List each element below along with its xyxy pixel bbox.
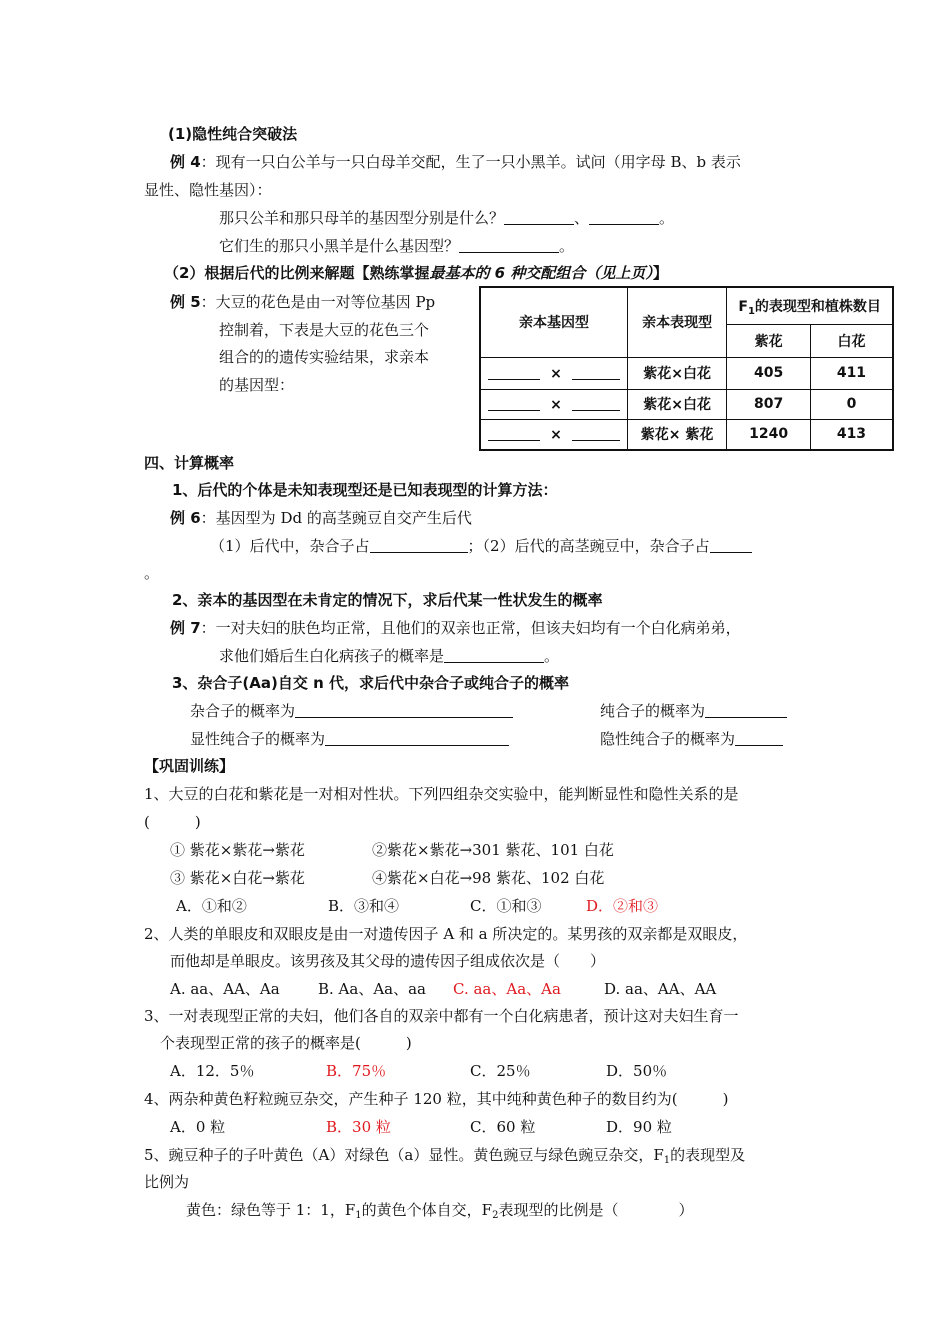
header-parent-phenotype: 亲本表现型 [627,287,726,357]
header-parent-genotype: 亲本基因型 [480,287,627,357]
q2-line-1: 2、人类的单眼皮和双眼皮是由一对遗传因子 A 和 a 所决定的。某男孩的双亲都是双眼皮， [144,925,748,943]
prob-recessive-homozygous [600,729,783,749]
table-row [480,389,893,419]
cross-mark: × [550,397,562,413]
prob-rec-label: 隐性纯合子的概率为 [600,730,736,748]
answer-blank[interactable] [572,425,620,441]
q4-option-a[interactable]: A．0 粒 [170,1118,226,1136]
heading-start: （2）根据后代的比例来解题【熟练掌握 [164,264,430,282]
q1-text: 那只公羊和那只母羊的基因型分别是什么？ [219,209,505,227]
q5-line-2: 比例为 [144,1173,190,1191]
example-7-question: 求他们婚后生白化病孩子的概率是 [219,647,445,665]
q5-text-a: 5、豌豆种子的子叶黄色（A）对绿色（a）显性。黄色豌豆与绿色豌豆杂交，F [144,1146,664,1164]
answer-blank[interactable] [589,209,659,225]
q5-text-b: 的表现型及 [670,1146,746,1164]
example-6-line-1 [170,508,472,528]
q1-line-2: ( ) [144,813,201,831]
genotype-cell [480,389,627,419]
section-heading-ratio [164,263,668,283]
white-count-cell: 411 [810,357,893,389]
q3-line-2: 个表现型正常的孩子的概率是( ) [160,1034,412,1052]
q4-option-b-answer[interactable]: B．30 粒 [326,1118,391,1136]
example-4-line-2: 显性、隐性基因）： [144,181,272,199]
example-7-text: ：一对夫妇的肤色均正常，且他们的双亲也正常，但该夫妇均有一个白化病弟弟， [200,619,741,637]
heading-end: 】 [652,264,668,282]
purple-count-cell: 807 [727,389,811,419]
f1-subscript: 1 [663,1155,671,1166]
example-6-end: 。 [144,564,160,582]
genetics-table [479,286,894,451]
prob-dominant-homozygous [190,729,509,749]
prob-het-label: 杂合子的概率为 [190,702,296,720]
example-4-question-1 [219,208,674,228]
example-5-line-2: 控制着，下表是大豆的花色三个 [219,321,430,339]
f1-letter: F [738,298,748,315]
answer-blank[interactable] [444,647,544,663]
header-white: 白花 [810,324,893,357]
prob-homozygous [600,701,787,721]
phenotype-cell: 紫花× 紫花 [627,419,726,450]
header-purple: 紫花 [727,324,811,357]
answer-blank[interactable] [705,702,787,718]
example-4-text: ：现有一只白公羊与一只白母羊交配，生了一只小黑羊。试问（用字母 B、b 表示 [200,153,741,171]
section-heading-probability: 四、计算概率 [144,454,235,472]
example-4-line-1 [170,152,741,172]
answer-blank[interactable] [572,364,620,380]
example-5-text: ：大豆的花色是由一对等位基因 Pp [200,293,436,311]
table-row [480,419,893,450]
answer-blank[interactable] [325,730,509,746]
section-heading-recessive: (1)隐性纯合突破法 [168,125,298,143]
f2-subscript: 2 [492,1210,499,1221]
cross-mark: × [550,366,562,382]
f1-subscript: 1 [355,1210,362,1221]
white-count-cell: 413 [810,419,893,450]
example-6-label: 例 6 [170,509,201,527]
genotype-cell [480,357,627,389]
example-4-label: 例 4 [170,153,201,171]
prob-dom-label: 显性纯合子的概率为 [190,730,326,748]
q1-option-d-answer[interactable]: D．②和③ [586,897,659,915]
cross-mark: × [550,427,562,444]
answer-blank[interactable] [488,395,540,411]
example-4-question-2 [219,236,574,256]
example-6-q2: ；（2）后代的高茎豌豆中，杂合子占 [467,537,710,555]
answer-blank[interactable] [504,209,574,225]
purple-count-cell: 405 [727,357,811,389]
q5-line-1 [144,1145,745,1165]
purple-count-cell: 1240 [727,419,811,450]
q2-line-2: 而他却是单眼皮。该男孩及其父母的遗传因子组成依次是（ ） [170,952,606,970]
example-7-label: 例 7 [170,619,201,637]
q3-option-b-answer[interactable]: B．75％ [326,1062,387,1080]
subsection-2-heading: 2、亲本的基因型在未肯定的情况下，求后代某一性状发生的概率 [172,591,603,609]
example-7-end: 。 [544,647,560,665]
example-5-label: 例 5 [170,293,201,311]
training-heading: 【巩固训练】 [144,757,235,775]
q2-text: 它们生的那只小黑羊是什么基因型？ [219,237,460,255]
q4-line-1: 4、两杂种黄色籽粒豌豆杂交，产生种子 120 粒，其中纯种黄色种子的数目约为( ) [144,1090,729,1108]
header-f1 [727,287,893,324]
subsection-1-heading: 1、后代的个体是未知表现型还是已知表现型的计算方法： [172,481,558,499]
q1-end: 。 [659,209,675,227]
q1-choice-4: ④紫花×白花→98 紫花、102 白花 [372,869,605,887]
f1-label: 的表现型和植株数目 [754,298,881,315]
subsection-3-heading: 3、杂合子(Aa)自交 n 代，求后代中杂合子或纯合子的概率 [172,674,570,692]
answer-blank[interactable] [488,364,540,380]
example-7-line-2 [219,646,559,666]
q1-choice-2: ②紫花×紫花→301 紫花、101 白花 [372,841,614,859]
answer-blank[interactable] [488,425,540,441]
answer-blank[interactable] [572,395,620,411]
answer-blank[interactable] [735,730,783,746]
genotype-cell [480,419,627,450]
example-5-line-1 [170,292,435,312]
q1-option-b[interactable]: B．③和④ [328,897,400,915]
white-count-cell: 0 [810,389,893,419]
answer-blank[interactable] [295,702,513,718]
q3-option-d[interactable]: D．50％ [606,1062,668,1080]
q1-option-a[interactable]: A．①和② [176,897,247,915]
q2-end: 。 [559,237,575,255]
q1-separator: 、 [574,209,590,227]
example-6-text: ：基因型为 Dd 的高茎豌豆自交产生后代 [200,509,472,527]
q4-option-d[interactable]: D．90 粒 [606,1118,672,1136]
prob-hom-label: 纯合子的概率为 [600,702,706,720]
q5-text-d: 的黄色个体自交，F [361,1201,493,1219]
phenotype-cell: 紫花×白花 [627,357,726,389]
prob-heterozygous [190,701,513,721]
example-6-q1: （1）后代中，杂合子占 [210,537,370,555]
q1-choice-3: ③ 紫花×白花→紫花 [170,869,305,887]
example-6-line-2 [210,536,752,556]
answer-blank[interactable] [370,537,468,553]
q1-option-c[interactable]: C．①和③ [470,897,542,915]
q3-option-a[interactable]: A．12．5％ [170,1062,255,1080]
q2-option-d[interactable]: D. aa、AA、AA [604,980,717,998]
answer-blank[interactable] [459,237,559,253]
q3-option-c[interactable]: C．25％ [470,1062,531,1080]
q3-line-1: 3、一对表现型正常的夫妇，他们各自的双亲中都有一个白化病患者，预计这对夫妇生育一 [144,1007,739,1025]
q2-option-c-answer[interactable]: C. aa、Aa、Aa [453,980,561,998]
q1-choice-1: ① 紫花×紫花→紫花 [170,841,305,859]
q2-option-b[interactable]: B. Aa、Aa、aa [318,980,426,998]
heading-emphasis: 最基本的 6 种交配组合（见上页） [429,264,653,282]
example-5-line-4: 的基因型： [219,376,295,394]
table-row [480,357,893,389]
q5-line-3 [186,1200,693,1220]
example-5-line-3: 组合的的遗传实验结果，求亲本 [219,348,430,366]
example-7-line-1 [170,618,741,638]
q1-line-1: 1、大豆的白花和紫花是一对相对性状。下列四组杂交实验中，能判断显性和隐性关系的是 [144,785,739,803]
answer-blank[interactable] [710,537,752,553]
q4-option-c[interactable]: C．60 粒 [470,1118,536,1136]
q5-text-c: 黄色：绿色等于 1：1，F [186,1201,356,1219]
phenotype-cell: 紫花×白花 [627,389,726,419]
q5-text-e: 表现型的比例是（ ） [498,1201,694,1219]
q2-option-a[interactable]: A. aa、AA、Aa [170,980,280,998]
f1-subscript: 1 [747,305,755,317]
